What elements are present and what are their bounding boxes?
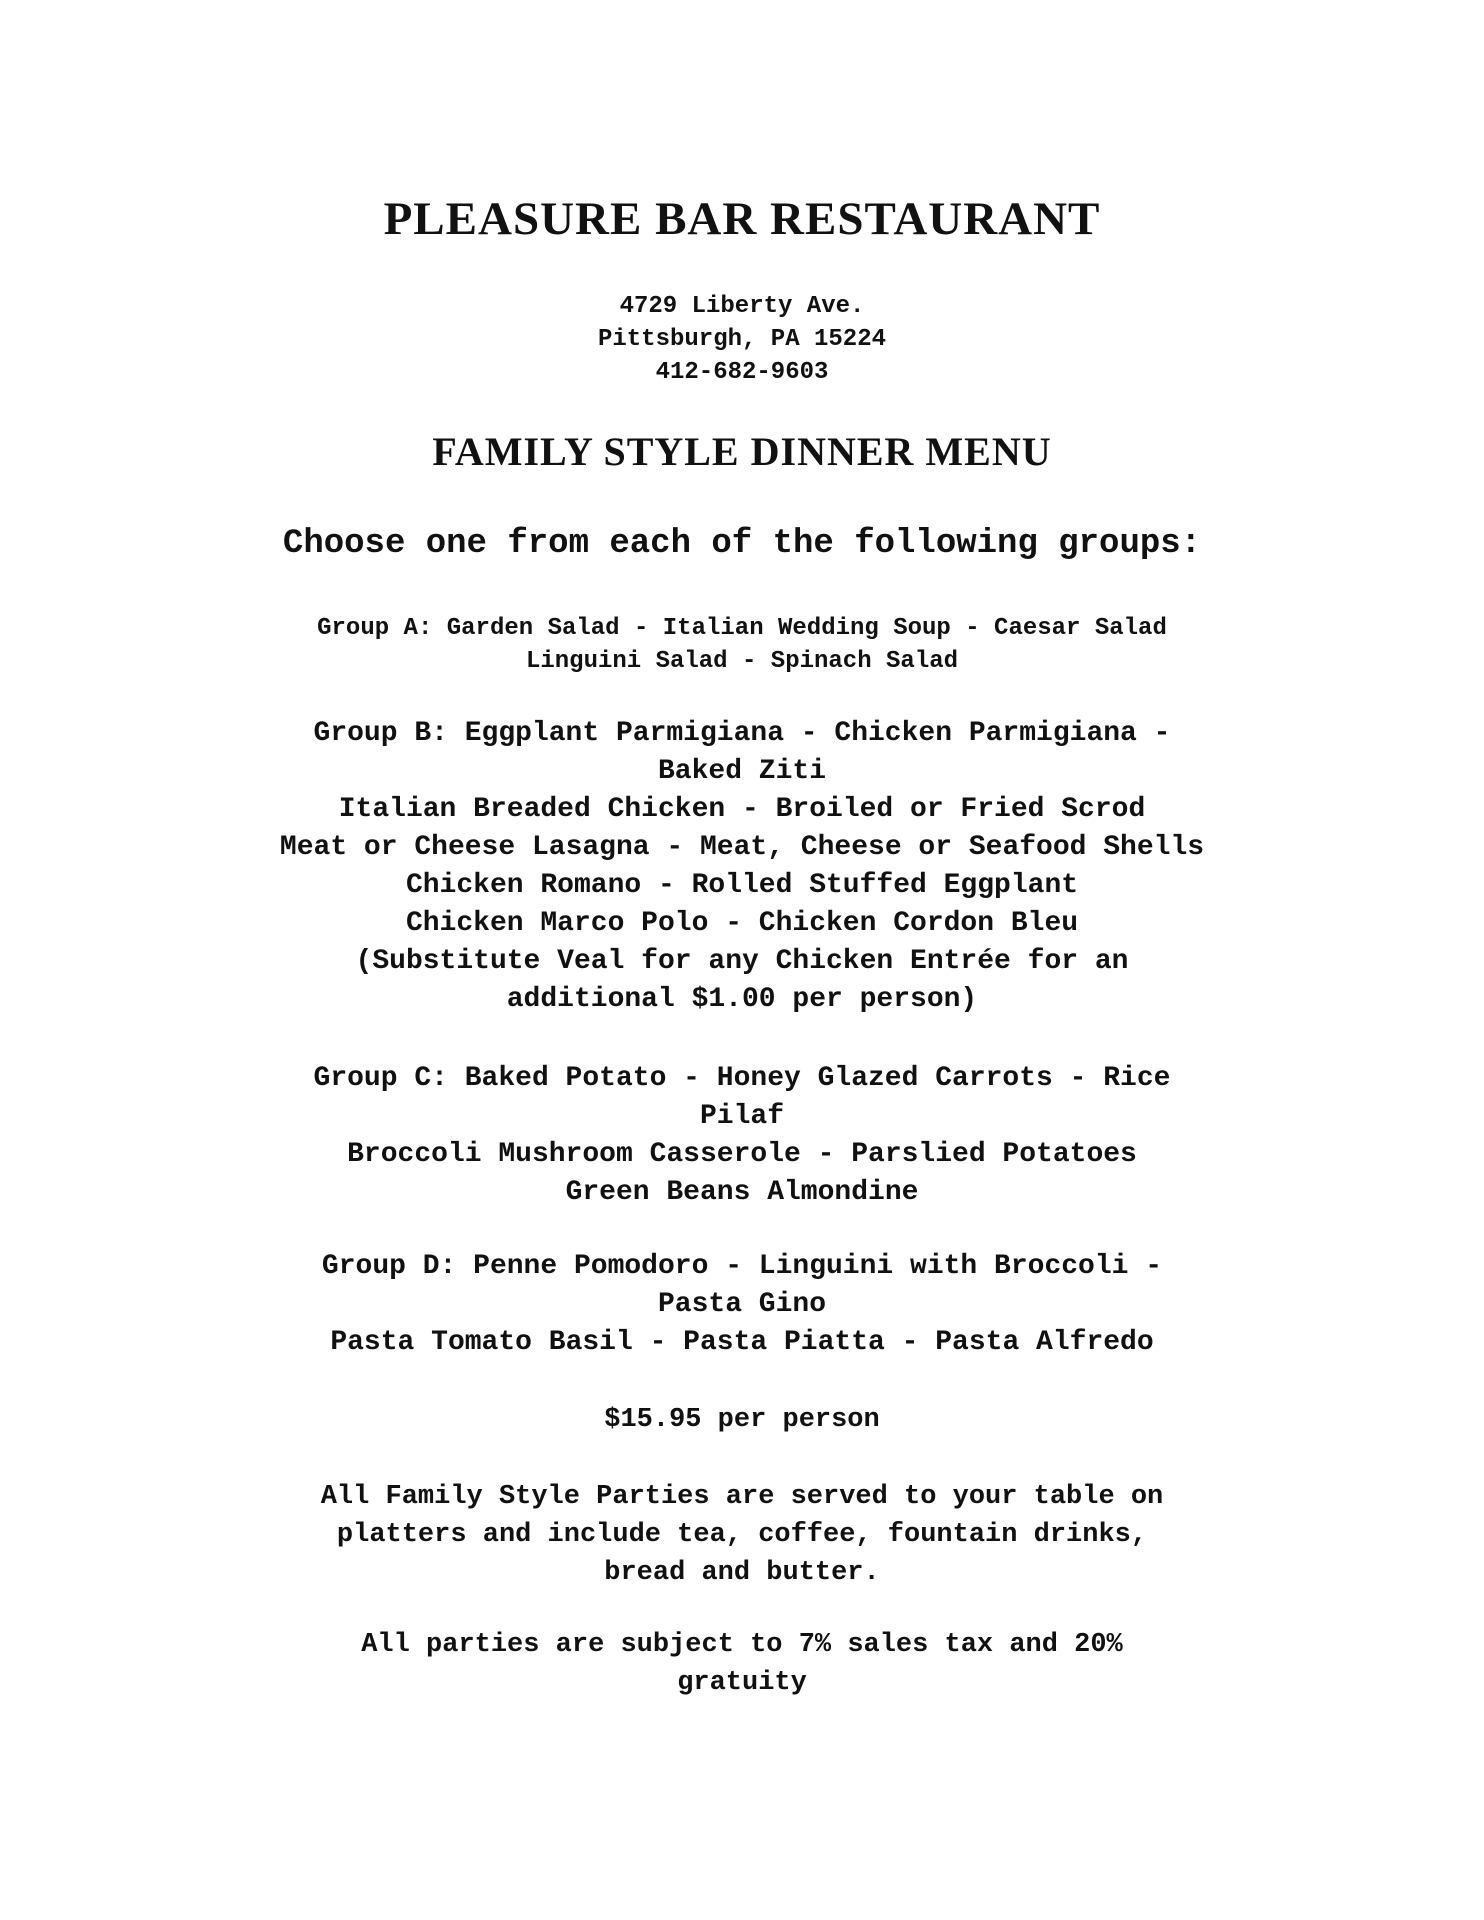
phone-number: 412-682-9603 [655,359,829,386]
menu-group-c [140,1060,1344,1212]
address-city: Pittsburgh, PA 15224 [597,326,887,353]
group-line: Linguini Salad - Spinach Salad [525,648,959,675]
menu-group-d [140,1248,1344,1362]
menu-instruction: Choose one from each of the following groups: [282,525,1202,563]
menu-subtitle: FAMILY STYLE DINNER MENU [432,429,1052,474]
group-line: Baked Ziti [657,756,827,787]
note-line: gratuity [677,1668,807,1698]
menu-group-a [140,612,1344,678]
service-note [150,1478,1334,1592]
group-line: Meat or Cheese Lasagna - Meat, Cheese or Seafood Shells [279,832,1205,863]
note-line: All Family Style Parties are served to your table on [320,1482,1164,1512]
restaurant-title: PLEASURE BAR RESTAURANT [383,193,1101,245]
group-line: Chicken Romano - Rolled Stuffed Eggplant [405,870,1079,901]
price-per-person: $15.95 per person [604,1405,880,1435]
group-line: Group A: Garden Salad - Italian Wedding Soup - Caesar Salad [317,615,1167,642]
group-line: Group B: Eggplant Parmigiana - Chicken Parmigiana - [313,718,1171,749]
restaurant-address [0,290,1484,389]
tax-note [150,1626,1334,1702]
address-street: 4729 Liberty Ave. [619,293,865,320]
group-line: Pasta Gino [657,1289,827,1320]
group-line: Group D: Penne Pomodoro - Linguini with Broccoli - [321,1251,1163,1282]
group-line: Italian Breaded Chicken - Broiled or Fried Scrod [338,794,1146,825]
note-line: All parties are subject to 7% sales tax and 20% [361,1630,1123,1660]
group-line: Chicken Marco Polo - Chicken Cordon Bleu [405,908,1079,939]
note-line: platters and include tea, coffee, fountain drinks, [336,1520,1148,1550]
group-line: Pasta Tomato Basil - Pasta Piatta - Pasta Alfredo [330,1327,1154,1358]
group-line: Group C: Baked Potato - Honey Glazed Carrots - Rice [313,1063,1171,1094]
group-line: Broccoli Mushroom Casserole - Parslied Potatoes [347,1139,1137,1170]
menu-group-b [140,715,1344,1019]
group-line: Green Beans Almondine [565,1177,919,1208]
note-line: bread and butter. [604,1558,880,1588]
group-line: Pilaf [699,1101,784,1132]
group-line: (Substitute Veal for any Chicken Entrée for an [355,946,1129,977]
group-line: additional $1.00 per person) [506,984,978,1015]
